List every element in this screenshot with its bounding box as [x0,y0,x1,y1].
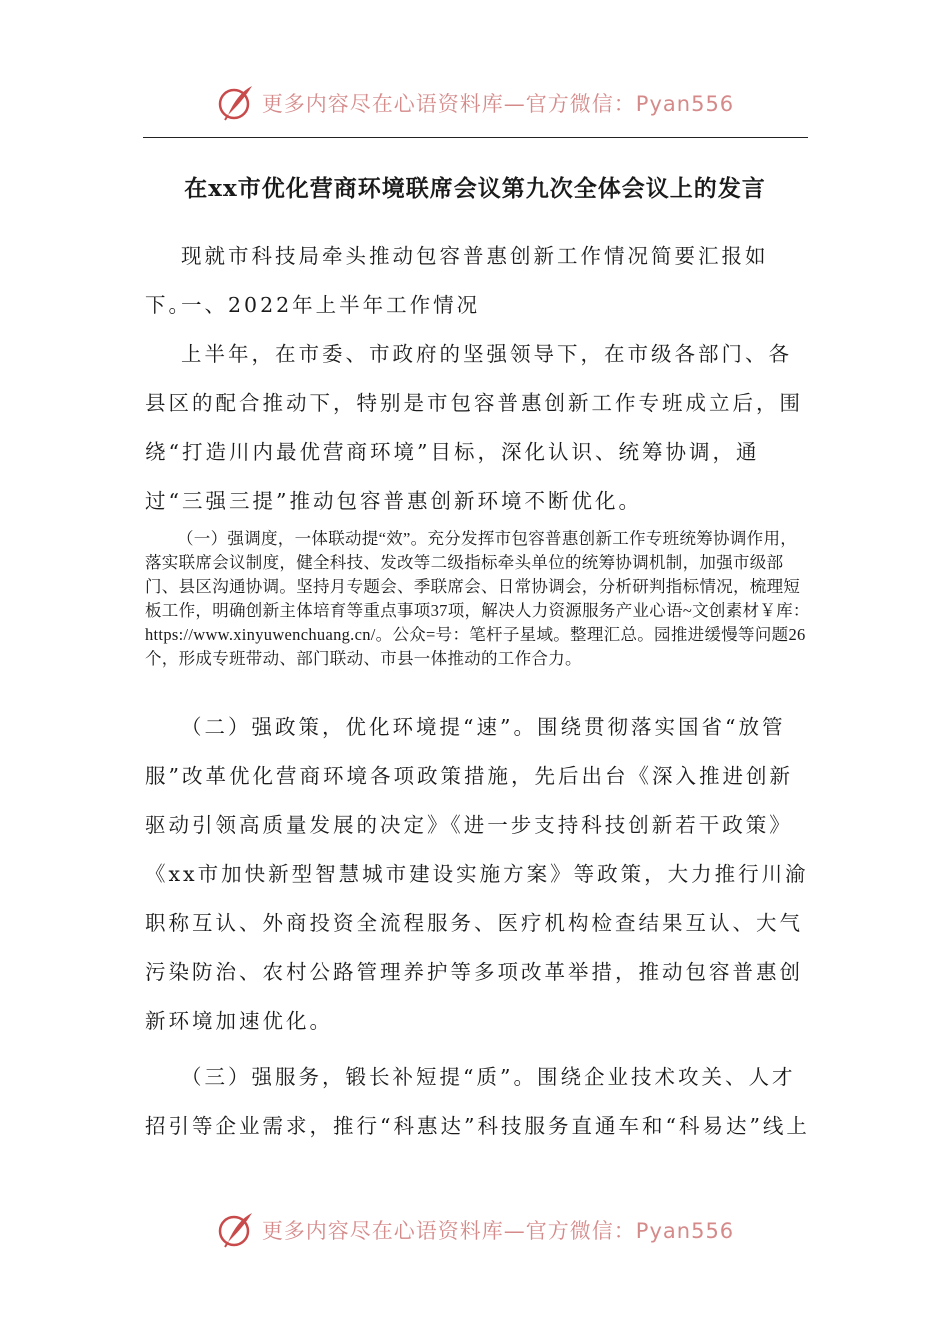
intro-text: 现就市科技局牵头推动包容普惠创新工作情况简要汇报如下。 [145,244,769,317]
paragraph-4 [145,1053,810,1151]
section-heading [145,281,810,330]
quill-logo-icon [216,1210,256,1250]
paragraph-3 [145,703,810,1046]
paragraph-2-small [145,527,810,671]
header-divider [143,137,808,138]
banner-text: 更多内容尽在心语资料库—官方微信：Pyan556 [261,1219,735,1243]
paragraph-3-text: （二）强政策，优化环境提“速”。围绕贯彻落实国省“放管服”改革优化营商环境各项政策措施，先后出台《深入推进创新驱动引领高质量发展的决定》《进一步支持科技创新若干政策》《xx市加快新型智慧城市建设实施方案》等政策，大力推行川渝职称互认、外商投资全流程服务、医疗机构检查结果互认、大气污染防治、农村公路管理养护等多项改革举措，推动包容普惠创新环境加速优化。 [145,715,809,1033]
quill-logo-icon [216,83,256,123]
footer-banner [0,1205,950,1255]
paragraph-1-text: 上半年，在市委、市政府的坚强领导下，在市级各部门、各县区的配合推动下，特别是市包容普惠创新工作专班成立后，围绕“打造川内最优营商环境”目标，深化认识、统筹协调，通过“三强三提”推动包容普惠创新环境不断优化。 [145,342,803,513]
paragraph-4-text: （三）强服务，锻长补短提“质”。围绕企业技术攻关、人才招引等企业需求，推行“科惠达”科技服务直通车和“科易达”线上 [145,1065,810,1138]
document-title: 在xx市优化营商环境联席会议第九次全体会议上的发言 [184,175,766,202]
banner-text: 更多内容尽在心语资料库—官方微信：Pyan556 [261,92,735,116]
section-heading-text: 一、2022年上半年工作情况 [181,293,481,317]
paragraph-1 [145,330,810,526]
header-banner [0,78,950,128]
paragraph-2-text: （一）强调度，一体联动提“效”。充分发挥市包容普惠创新工作专班统筹协调作用，落实联席会议制度，健全科技、发改等二级指标牵头单位的统筹协调机制，加强市级部门、县区沟通协调。坚持月专题会、季联席会、日常协调会，分析研判指标情况，梳理短板工作，明确创新主体培育等重点事项37项，解决人力资源服务产业心语~文创素材￥库：https://www.xinyuwenchuang.cn/。公众=号：笔杆子星域。整理汇总。园推进缓慢等问题26个，形成专班带动、部门联动、市县一体推动的工作合力。 [145,529,810,668]
